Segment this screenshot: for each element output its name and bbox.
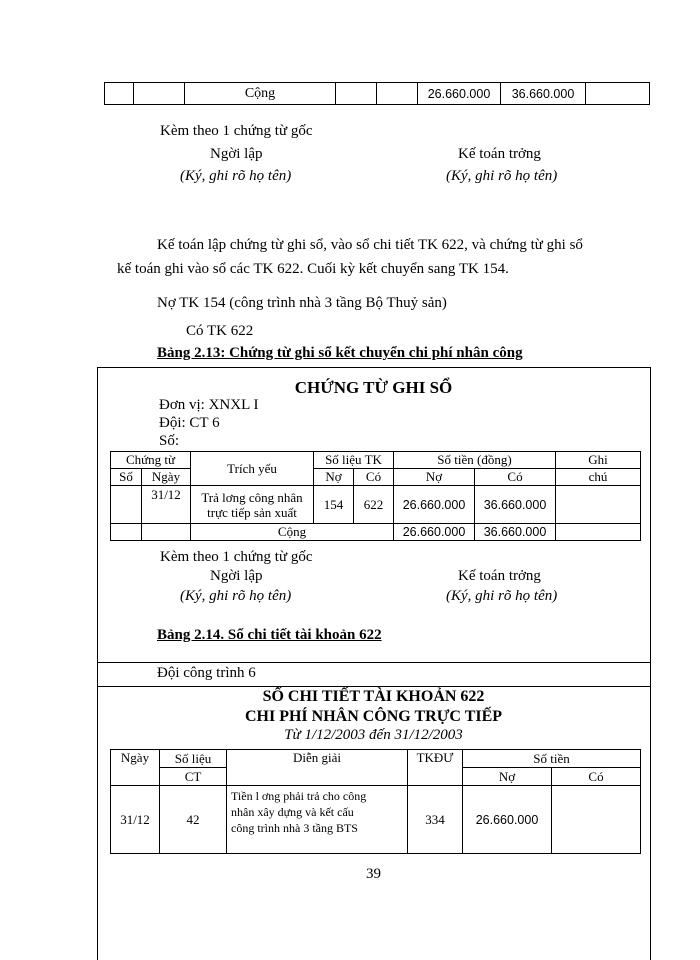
top-total-label: Cộng (185, 83, 336, 105)
ledger-header-no: Nợ (463, 768, 552, 786)
ledger-period: Từ 1/12/2003 đến 31/12/2003 (284, 727, 463, 743)
header-voucher: Chứng từ (111, 452, 191, 469)
paragraph-line-2: kế toán ghi vào sổ các TK 622. Cuối kỳ kết chuyển sang TK 154. (117, 261, 509, 277)
header-note: Ghi (556, 452, 641, 469)
total-amount-no: 26.660.000 (394, 524, 475, 541)
ledger-header-tkdu: TKĐƯ (408, 750, 463, 786)
top-credit-total: 36.660.000 (501, 83, 586, 105)
ledger-row-desc-line-3: công trình nhà 3 tầng BTS (231, 821, 358, 835)
frame-right-line (650, 367, 651, 960)
ledger-header-ref: Số liệu (160, 750, 227, 768)
top-total-table (104, 82, 650, 105)
attached-note: Kèm theo 1 chứng từ gốc (160, 123, 313, 139)
ledger-title-1: SỔ CHI TIẾT TÀI KHOẢN 622 (262, 688, 485, 705)
sign-note-left: (Ký, ghi rõ họ tên) (180, 168, 292, 184)
voucher-table (110, 451, 641, 541)
frame-divider-1 (97, 662, 650, 663)
row-summary-line-2: trực tiếp sản xuất (207, 504, 297, 520)
sign-note-right: (Ký, ghi rõ họ tên) (446, 168, 558, 184)
page-number: 39 (366, 866, 381, 882)
header-amount-no: Nợ (394, 469, 475, 486)
total-label: Cộng (191, 524, 394, 541)
header-amount-co: Có (475, 469, 556, 486)
ledger-header-amount: Số tiền (463, 750, 641, 768)
total-row (111, 524, 641, 541)
header-note-2: chú (556, 469, 641, 486)
team-label: Đội: CT 6 (159, 415, 220, 431)
ledger-header-ref-2: CT (160, 768, 227, 786)
chief-accountant-label-2: Kế toán trởng (458, 568, 541, 584)
ledger-header-co: Có (552, 768, 641, 786)
ledger-row-amount-no: 26.660.000 (463, 786, 552, 854)
chief-accountant-label: Kế toán trởng (458, 146, 541, 162)
header-amount: Số tiền (đồng) (394, 452, 556, 469)
unit-label: Đơn vị: XNXL I (159, 397, 259, 413)
table-row (111, 786, 641, 854)
total-amount-co: 36.660.000 (475, 524, 556, 541)
ledger-row-ref: 42 (160, 786, 227, 854)
row-amount-no: 26.660.000 (394, 486, 475, 524)
preparer-label: Ngời lập (210, 146, 263, 162)
row-amount-co: 36.660.000 (475, 486, 556, 524)
header-summary: Trích yếu (191, 452, 314, 486)
ledger-header-date: Ngày (111, 750, 160, 786)
paragraph-line-1: Kế toán lập chứng từ ghi sổ, vào sổ chi tiết TK 622, và chứng từ ghi sổ (157, 237, 583, 253)
row-date: 31/12 (142, 486, 191, 524)
debit-entry: Nợ TK 154 (công trình nhà 3 tầng Bộ Thuỷ sản) (157, 295, 447, 311)
preparer-label-2: Ngời lập (210, 568, 263, 584)
frame-divider-2 (97, 686, 650, 687)
ledger-row-desc-line-2: nhân xây dựng và kết cấu (231, 805, 354, 819)
number-label: Số: (159, 433, 180, 449)
credit-entry: Có TK 622 (186, 323, 254, 339)
header-account-ref: Số liệu TK (314, 452, 394, 469)
attached-note-2: Kèm theo 1 chứng từ gốc (160, 549, 313, 565)
table-2-13-caption: Bảng 2.13: Chứng từ ghi sổ kết chuyển chi phí nhân công (157, 345, 523, 361)
ledger-row-date: 31/12 (111, 786, 160, 854)
row-tk-co: 622 (354, 486, 394, 524)
sign-note-right-2: (Ký, ghi rõ họ tên) (446, 588, 558, 604)
ledger-row-desc (227, 786, 408, 854)
ledger-title-2: CHI PHÍ NHÂN CÔNG TRỰC TIẾP (244, 708, 503, 725)
header-tk-co: Có (354, 469, 394, 486)
header-so: Số (111, 469, 142, 486)
table-row (111, 486, 641, 524)
ledger-table (110, 749, 641, 854)
row-summary-line-1: Trả lơng công nhân (201, 489, 303, 505)
ledger-header-desc: Diễn giải (227, 750, 408, 786)
table-2-14-caption: Bảng 2.14. Sổ chi tiết tài khoản 622 (157, 627, 382, 643)
row-tk-no: 154 (314, 486, 354, 524)
sign-note-left-2: (Ký, ghi rõ họ tên) (180, 588, 292, 604)
voucher-title: CHỨNG TỪ GHI SỔ (294, 378, 453, 397)
ledger-row-desc-line-1: Tiền l ơng phải trả cho công (231, 789, 367, 803)
top-debit-total: 26.660.000 (418, 83, 501, 105)
header-tk-no: Nợ (314, 469, 354, 486)
row-summary (191, 486, 314, 524)
frame-top-line (97, 367, 650, 368)
team-construction-label: Đội công trình 6 (157, 665, 256, 681)
ledger-row-tkdu: 334 (408, 786, 463, 854)
header-ngay: Ngày (142, 469, 191, 486)
